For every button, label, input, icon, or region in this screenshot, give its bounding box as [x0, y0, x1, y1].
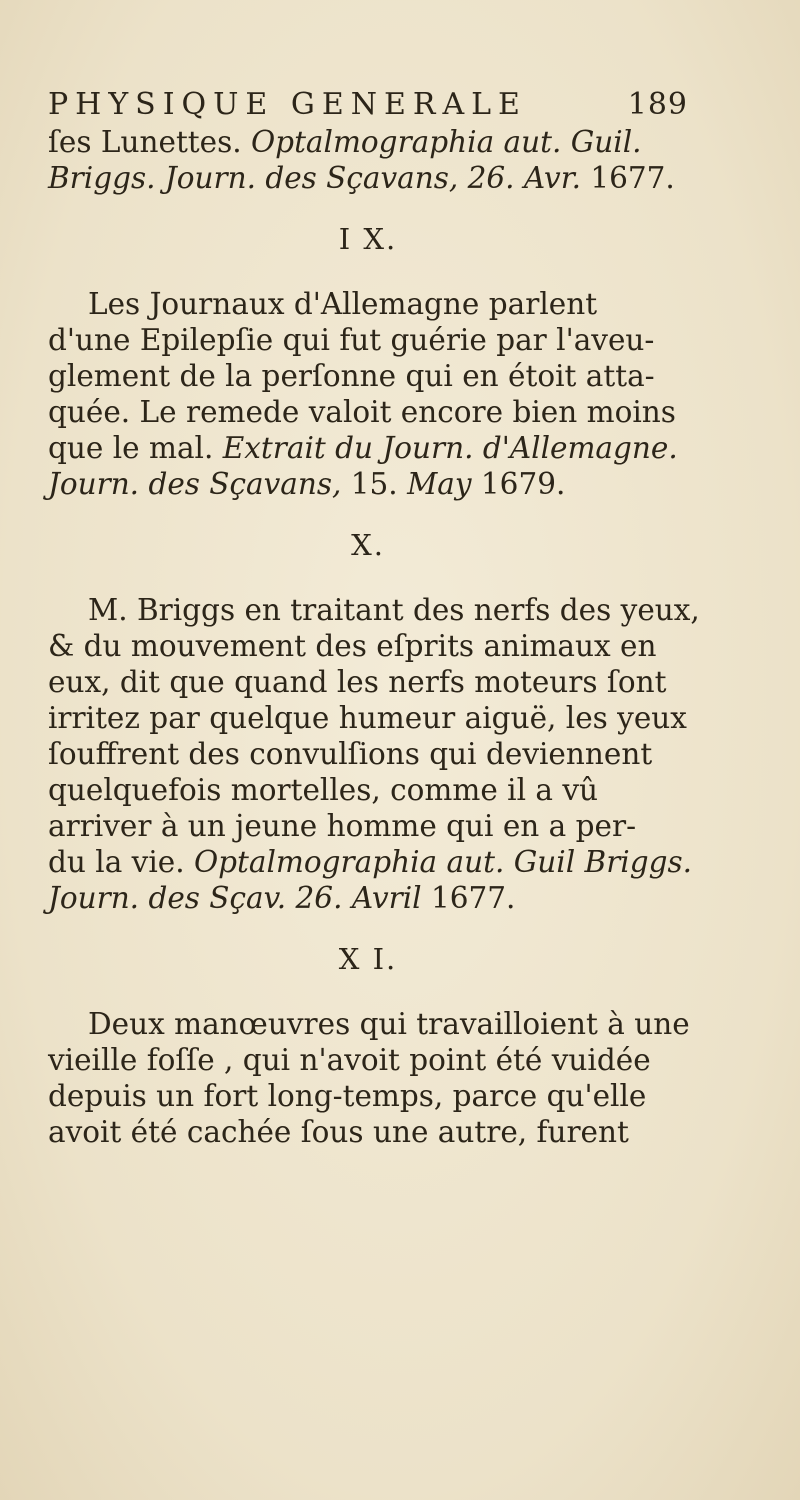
text-line: [48, 1042, 688, 1078]
text-line: [48, 1114, 688, 1150]
body-text: & du mouvement des eſprits animaux en: [48, 629, 657, 663]
body-text: irritez par quelque humeur aiguë, les yeux: [48, 701, 687, 735]
text-line: [48, 1078, 688, 1114]
citation-text: Briggs. Journ. des Sçavans, 26. Avr.: [48, 161, 581, 195]
text-line: [48, 466, 688, 502]
section-numeral: X I.: [338, 942, 398, 976]
body-text: quelquefois mortelles, comme il a vû: [48, 773, 599, 807]
text-line: [48, 1006, 688, 1042]
citation-text: May: [407, 467, 472, 501]
text-line: [48, 160, 688, 196]
text-line: [48, 430, 688, 466]
text-line: [48, 592, 700, 628]
section-paragraph: [48, 286, 688, 502]
citation-text: Optalmographia aut. Guil Briggs.: [193, 845, 693, 879]
running-title: PHYSIQUE GENERALE: [48, 87, 527, 122]
citation-text: Journ. des Sçav. 26. Avril: [48, 881, 422, 915]
body-text: 1677.: [421, 881, 516, 915]
body-text: quée. Le remede valoit encore bien moins: [48, 395, 676, 429]
text-line: [48, 664, 688, 700]
section-numeral: X.: [351, 528, 385, 562]
text-line: [48, 322, 688, 358]
text-line: [48, 286, 688, 322]
sections: [48, 222, 700, 1150]
text-line: [48, 394, 688, 430]
section-paragraph: [48, 592, 700, 916]
body-text: 1679.: [471, 467, 566, 501]
text-line: [48, 736, 688, 772]
body-text: que le mal.: [48, 431, 223, 465]
body-text: Les Journaux d'Allemagne parlent: [88, 287, 598, 321]
body-text: depuis un fort long-temps, parce qu'elle: [48, 1079, 647, 1113]
section-paragraph: [48, 1006, 688, 1150]
body-text: ſes Lunettes.: [48, 125, 251, 159]
citation-text: Optalmographia aut. Guil.: [251, 125, 642, 159]
citation-text: Extrait du Journ. d'Allemagne.: [222, 431, 678, 465]
body-text: glement de la perſonne qui en étoit atta-: [48, 359, 655, 393]
text-line: [48, 358, 688, 394]
body-text: vieille foſſe , qui n'avoit point été vuidée: [48, 1043, 651, 1077]
body-text: avoit été cachée ſous une autre, furent: [48, 1115, 629, 1149]
page-text: [48, 86, 700, 1150]
text-line: [48, 124, 688, 160]
text-line: [48, 628, 688, 664]
page-number: 189: [627, 87, 688, 122]
body-text: 1677.: [580, 161, 675, 195]
text-line: [48, 772, 688, 808]
section-numeral: I X.: [338, 222, 398, 256]
text-line: [48, 880, 688, 916]
body-text: arriver à un jeune homme qui en a per-: [48, 809, 637, 843]
text-line: [48, 844, 693, 880]
body-text: eux, dit que quand les nerfs moteurs ſont: [48, 665, 667, 699]
text-line: [48, 700, 688, 736]
body-text: ſouffrent des convulſions qui deviennent: [48, 737, 653, 771]
body-text: 15.: [341, 467, 408, 501]
running-head: [48, 86, 688, 124]
body-text: Deux manœuvres qui travailloient à une: [88, 1007, 690, 1041]
body-text: M. Briggs en traitant des nerfs des yeux,: [88, 593, 700, 627]
body-text: d'une Epilepſie qui fut guérie par l'aveu-: [48, 323, 655, 357]
text-line: [48, 808, 688, 844]
citation-text: Journ. des Sçavans,: [48, 467, 342, 501]
body-text: du la vie.: [48, 845, 194, 879]
opening-lines: [48, 124, 688, 196]
